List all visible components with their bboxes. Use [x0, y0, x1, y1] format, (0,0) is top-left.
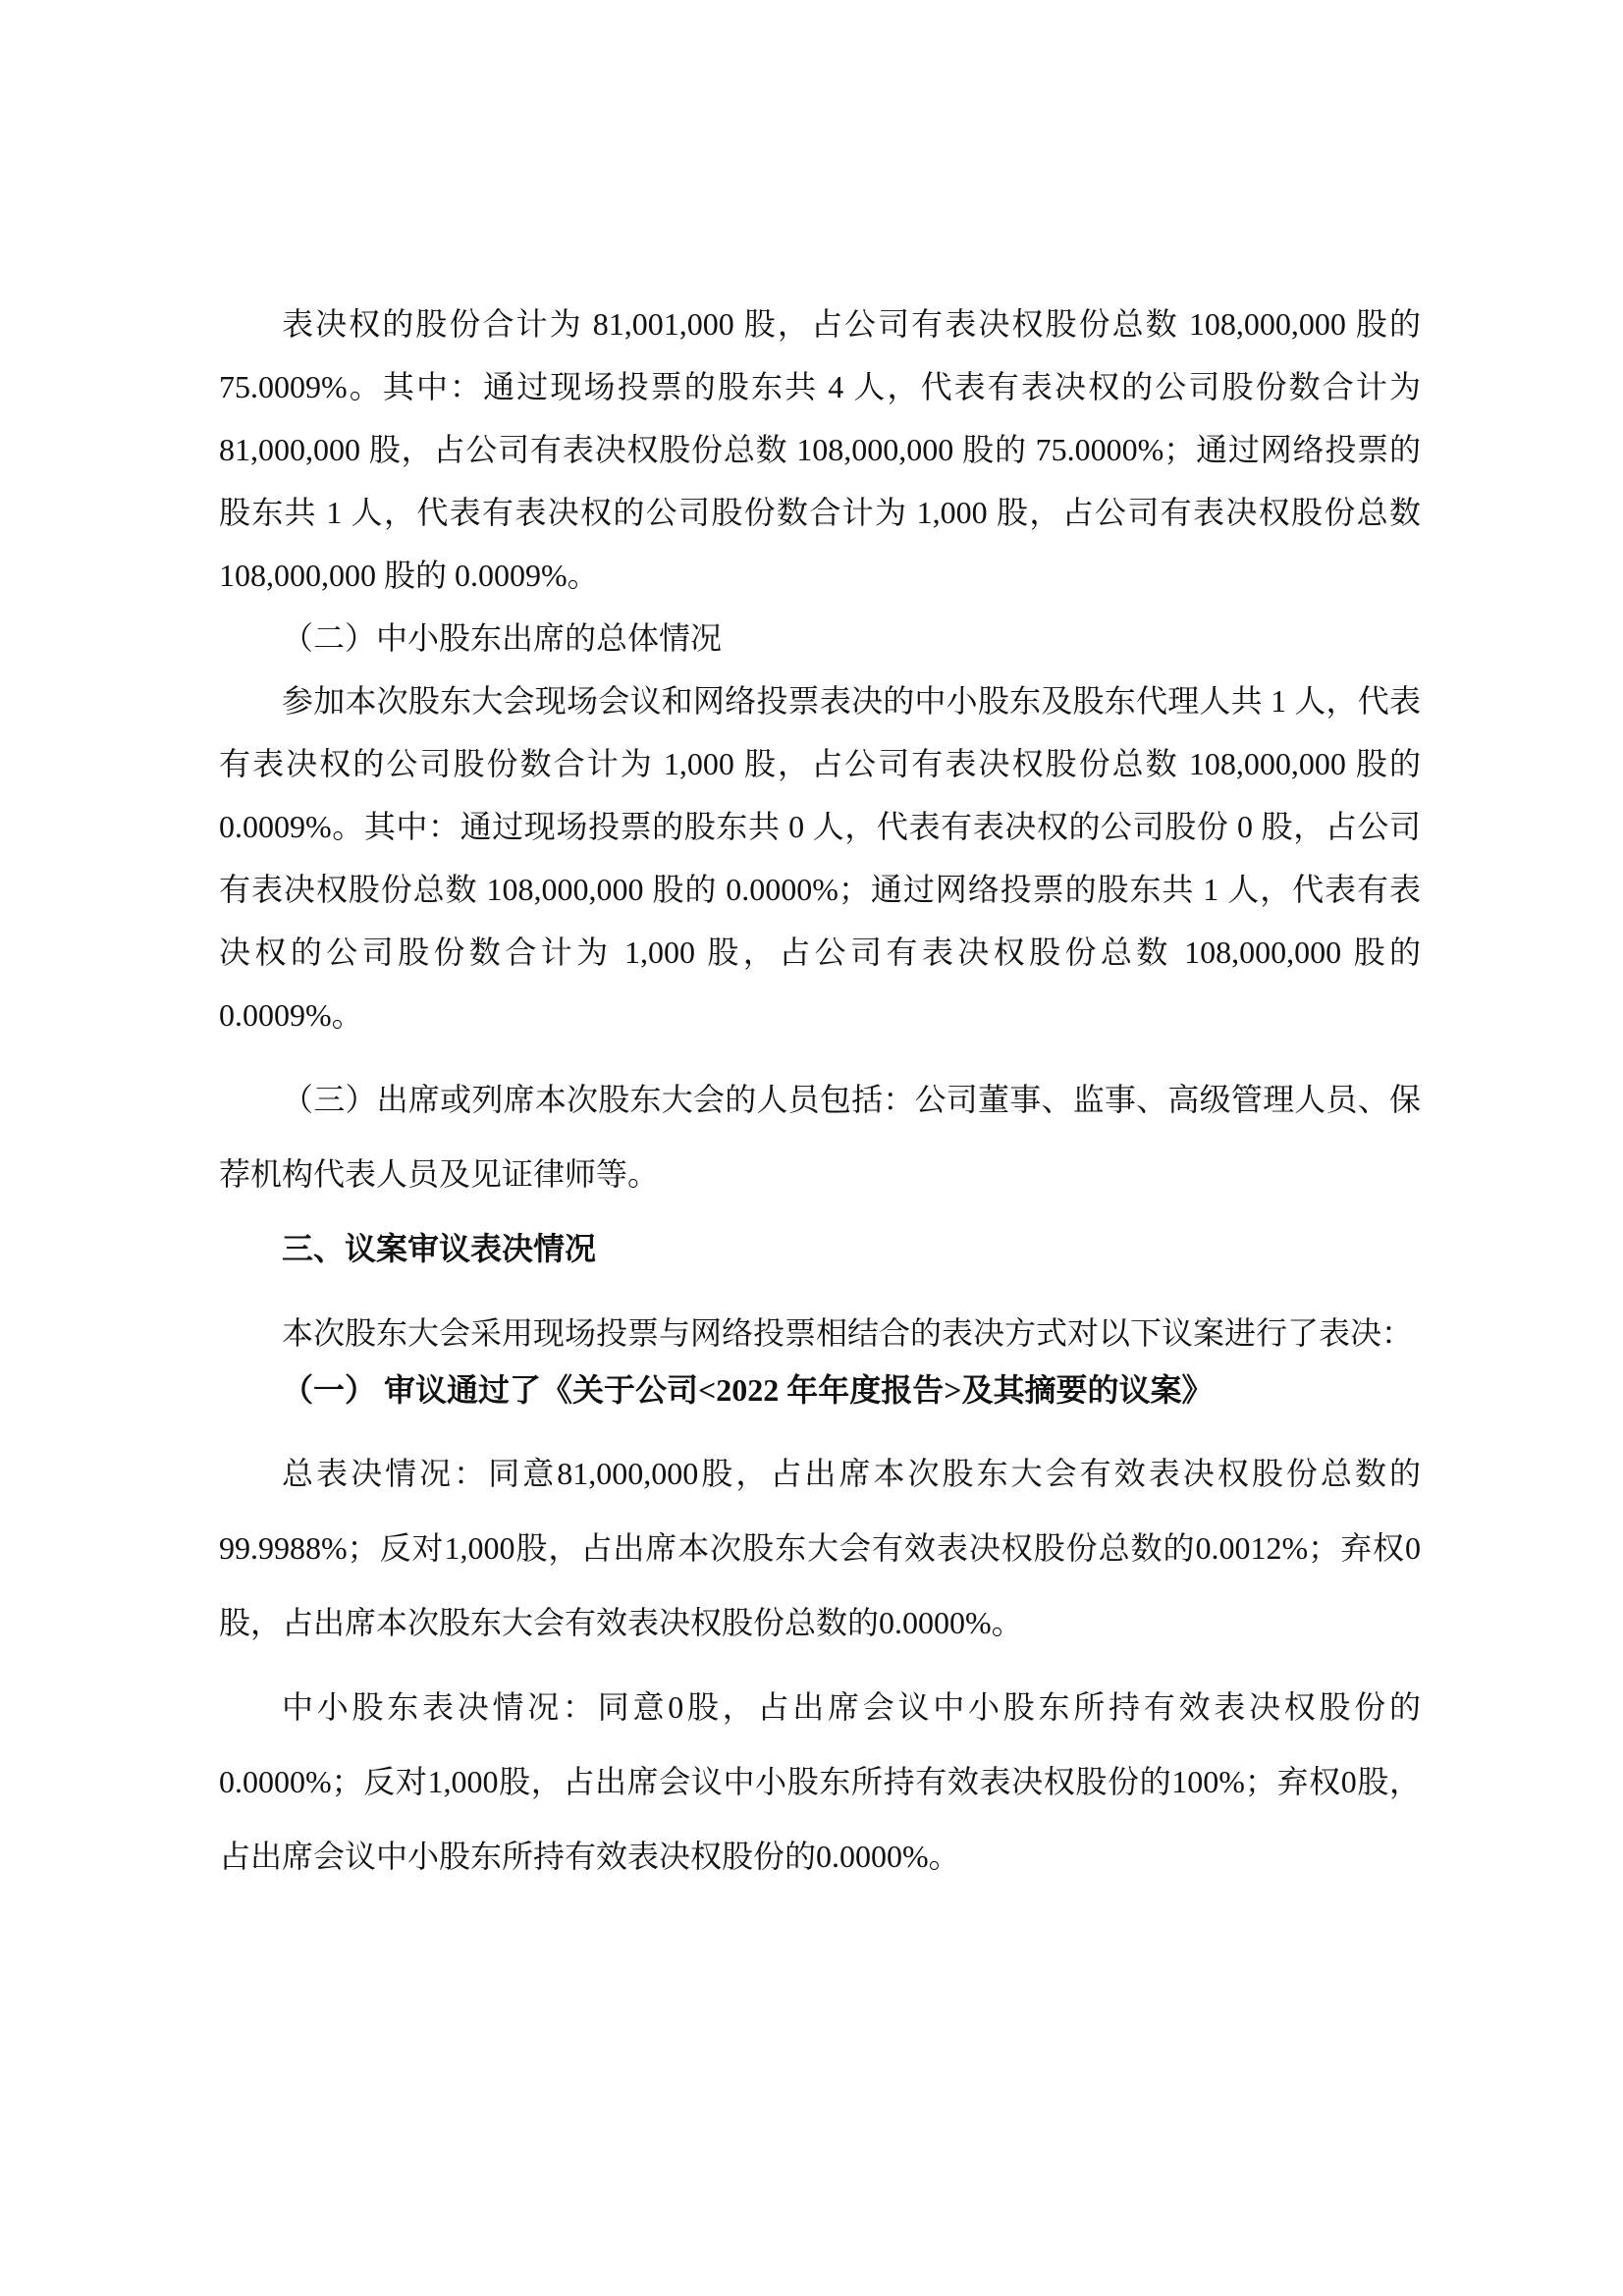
paragraph-total-attendance: 表决权的股份合计为 81,001,000 股，占公司有表决权股份总数 108,000,000 股的 75.0009%。其中：通过现场投票的股东共 4 人，代表有表决权的公司股份数合计为 81,000,000 股，占公司有表决权股份总数 108,000,000 股的 75.0000%；通过网络投票的股东共 1 人，代表有表决权的公司股份数合计为 1,000 股，占公司有表决权股份总数 108,000,000 股的 0.0009%。 [219, 306, 1421, 593]
paragraph-minority-attendance-detail: 参加本次股东大会现场会议和网络投票表决的中小股东及股东代理人共 1 人，代表有表决权的公司股份数合计为 1,000 股，占公司有表决权股份总数 108,000,000 股的 0.0009%。其中：通过现场投票的股东共 0 人，代表有表决权的公司股份 0 股，占公司有表决权股份总数 108,000,000 股的 0.0000%；通过网络投票的股东共 1 人，代表有表决权的公司股份数合计为 1,000 股，占公司有表决权股份总数 108,000,000 股的 0.0009%。 [219, 683, 1421, 1033]
paragraph-minority-voting-result: 中小股东表决情况：同意0股，占出席会议中小股东所持有效表决权股份的0.0000%；反对1,000股，占出席会议中小股东所持有效表决权股份的100%；弃权0股，占出席会议中小股东所持有效表决权股份的0.0000%。 [219, 1689, 1421, 1874]
section-heading-proposal-voting: 三、议案审议表决情况 [282, 1231, 597, 1266]
subsection-heading-minority-shareholder-attendance: （二）中小股东出席的总体情况 [282, 620, 723, 656]
proposal-1-heading: （一） 审议通过了《关于公司<2022 年年度报告>及其摘要的议案》 [282, 1372, 1214, 1408]
paragraph-overall-voting-result: 总表决情况：同意81,000,000股，占出席本次股东大会有效表决权股份总数的99.9988%；反对1,000股，占出席本次股东大会有效表决权股份总数的0.0012%；弃权0股，占出席本次股东大会有效表决权股份总数的0.0000%。 [219, 1456, 1421, 1640]
paragraph-attendees-list: （三）出席或列席本次股东大会的人员包括：公司董事、监事、高级管理人员、保荐机构代表人员及见证律师等。 [219, 1082, 1421, 1192]
paragraph-voting-method: 本次股东大会采用现场投票与网络投票相结合的表决方式对以下议案进行了表决： [282, 1315, 1414, 1351]
